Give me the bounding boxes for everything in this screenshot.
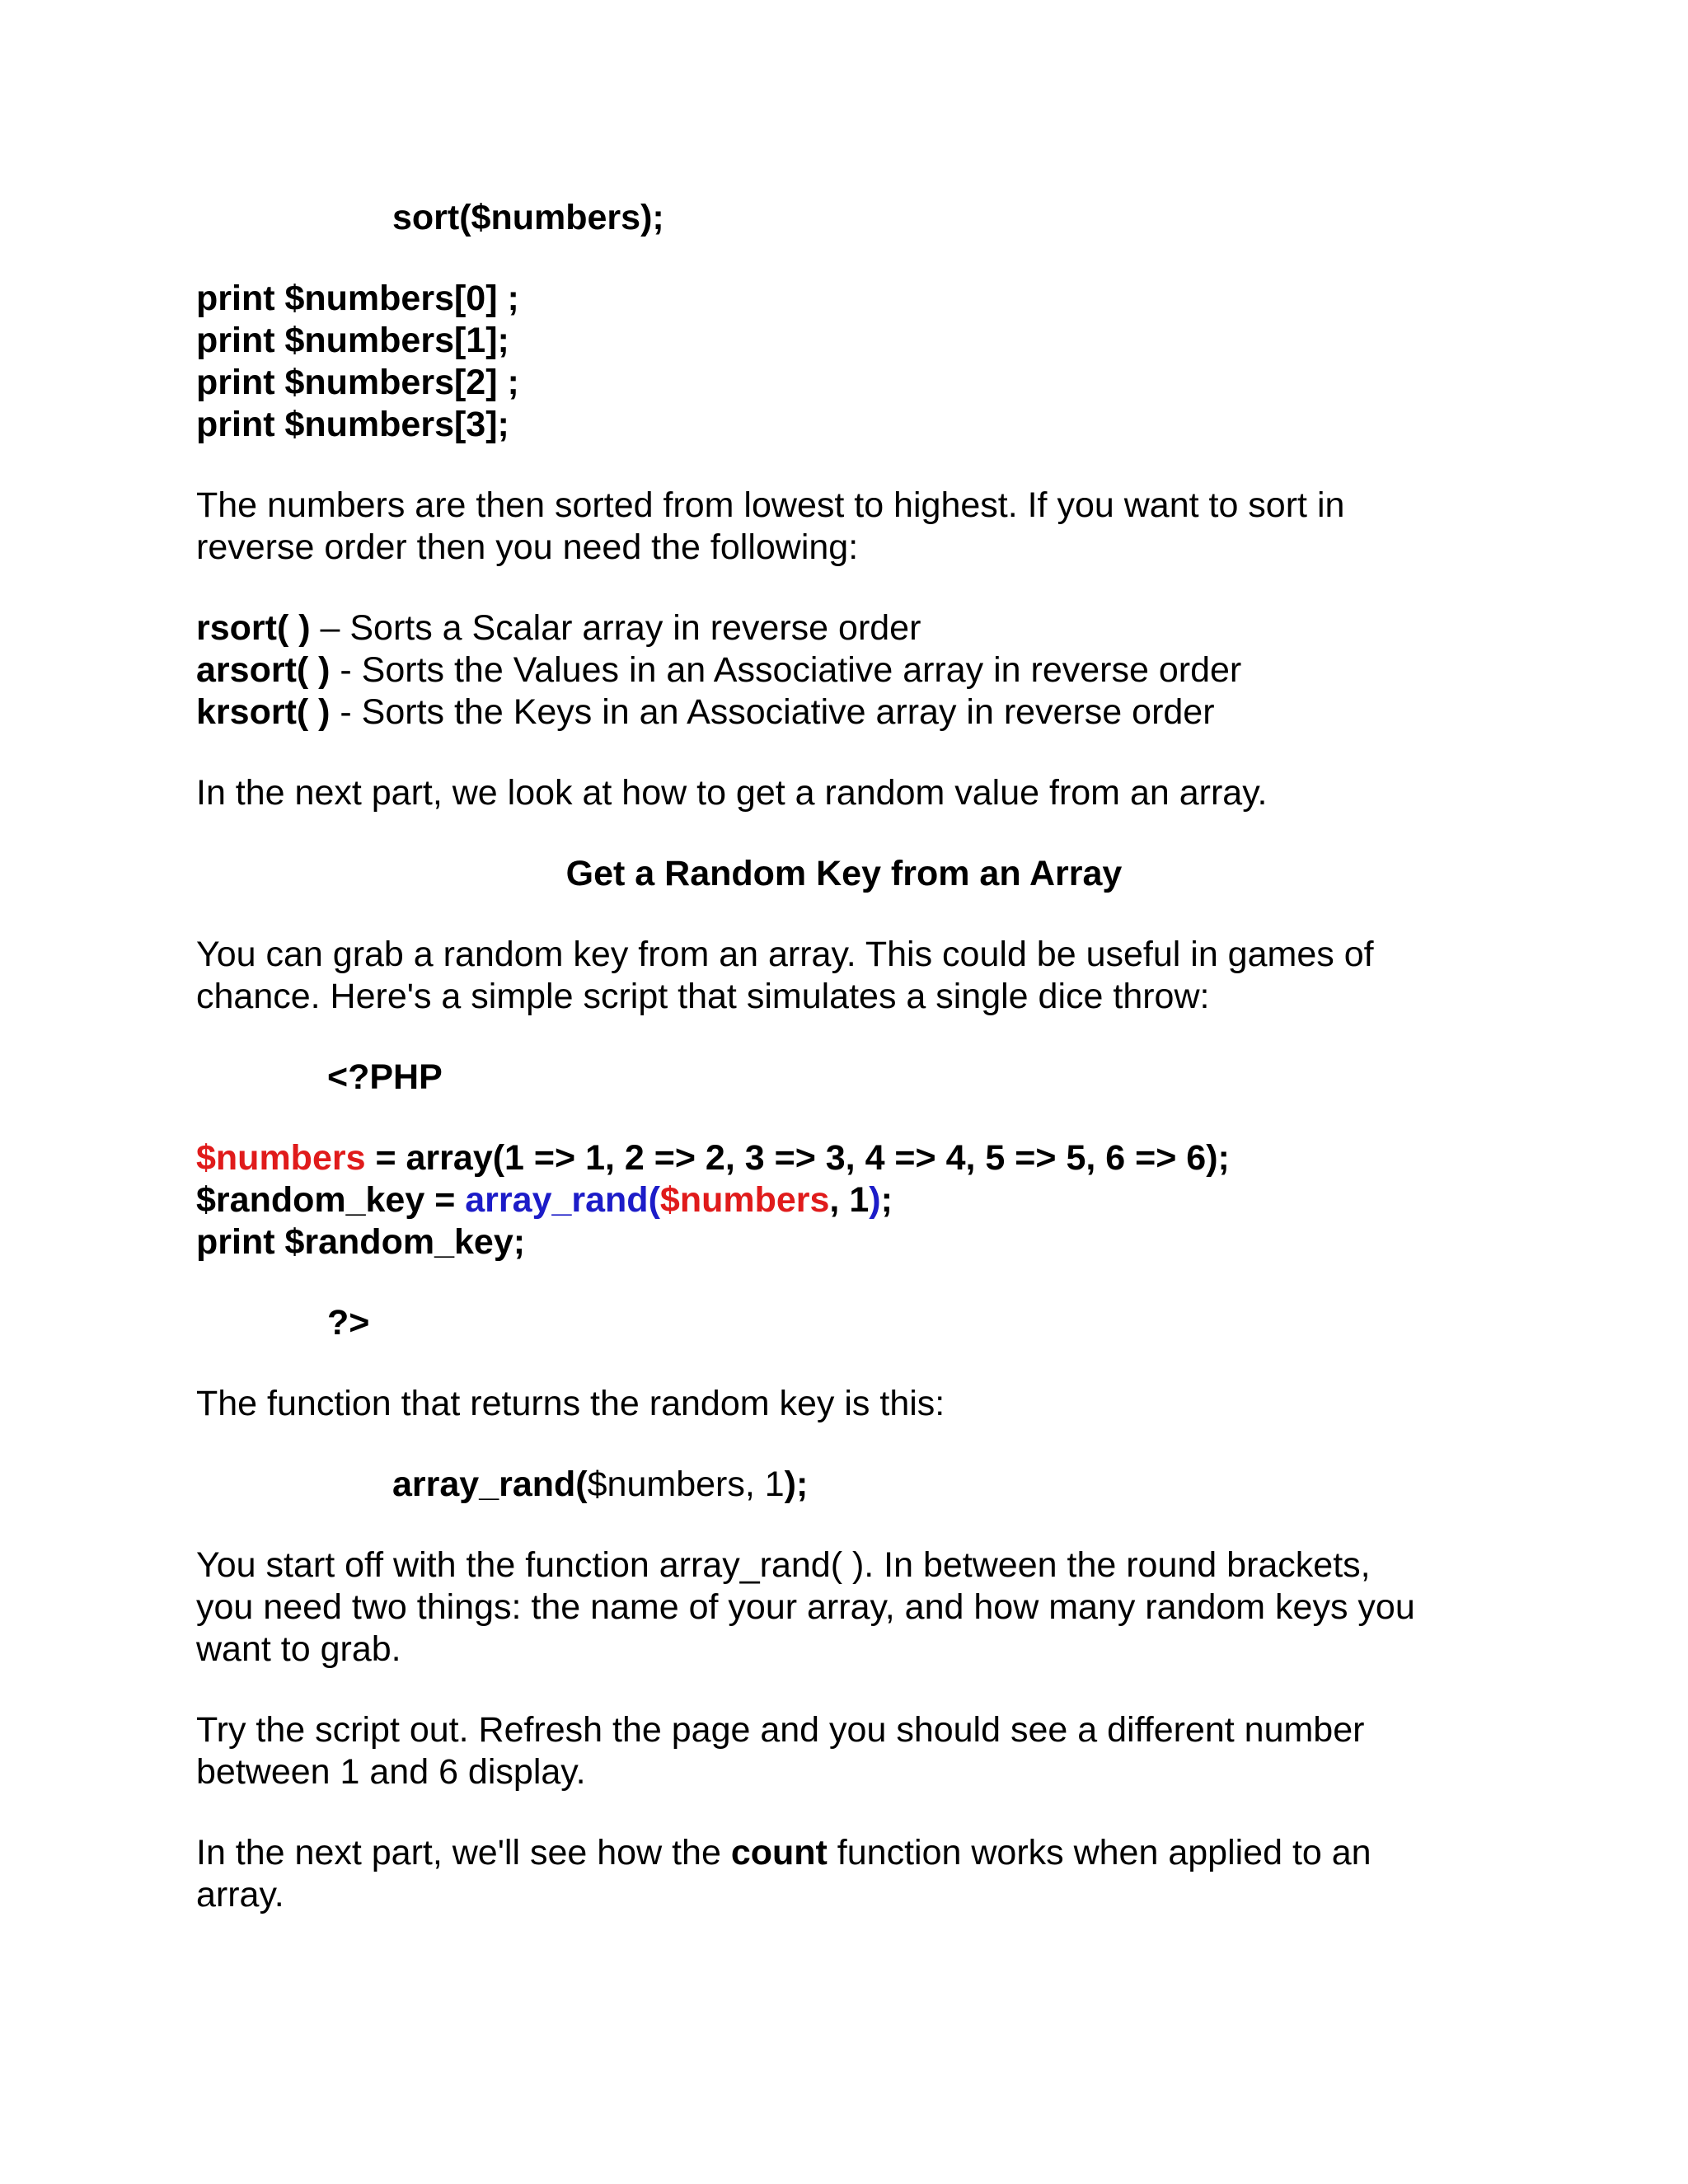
paragraph-line: Try the script out. Refresh the page and you should see a different number [196, 1710, 1365, 1750]
paragraph-line: The function that returns the random key is this: [196, 1384, 945, 1423]
function-name: rsort( ) [196, 608, 311, 648]
paragraph-line: between 1 and 6 display. [196, 1752, 586, 1792]
paragraph-text: In the next part, we'll see how the [196, 1833, 731, 1872]
paragraph-line: The numbers are then sorted from lowest to highest. If you want to sort in [196, 485, 1345, 525]
paragraph-line [196, 1831, 1372, 1874]
code-text: ); [784, 1465, 809, 1504]
code-variable: $numbers [196, 1138, 366, 1178]
code-print-line: print $numbers[0] ; [196, 279, 519, 318]
function-name: krsort( ) [196, 692, 331, 732]
code-line-numbers-array [196, 1137, 1230, 1179]
code-print-line: print $numbers[2] ; [196, 363, 519, 402]
reverse-function-item [196, 691, 1215, 733]
code-text: array_rand( [392, 1465, 588, 1504]
php-close-tag: ?> [327, 1303, 370, 1343]
paragraph-line: reverse order then you need the following: [196, 527, 859, 567]
function-example [392, 1463, 808, 1506]
reverse-function-item [196, 607, 921, 649]
paragraph-line: want to grab. [196, 1629, 401, 1669]
paragraph-text: function works when applied to an [827, 1833, 1372, 1872]
function-description: - Sorts the Keys in an Associative array in reverse order [330, 692, 1215, 732]
code-print-line: print $numbers[1]; [196, 321, 509, 360]
reverse-function-item [196, 649, 1241, 691]
code-variable: $numbers [659, 1180, 830, 1220]
paragraph-line: array. [196, 1875, 284, 1915]
code-text: ; [880, 1180, 893, 1220]
code-sort: sort($numbers); [392, 198, 664, 237]
code-line-print: print $random_key; [196, 1222, 526, 1262]
code-function: ) [869, 1180, 881, 1220]
function-description: - Sorts the Values in an Associative array in reverse order [330, 650, 1242, 690]
code-text: $numbers, 1 [587, 1465, 785, 1504]
function-description: – Sorts a Scalar array in reverse order [310, 608, 921, 648]
code-print-line: print $numbers[3]; [196, 405, 509, 444]
code-text: $random_key = [196, 1180, 466, 1220]
function-name: arsort( ) [196, 650, 331, 690]
paragraph-line: chance. Here's a simple script that simulates a single dice throw: [196, 977, 1210, 1016]
code-function: array_rand( [465, 1180, 660, 1220]
paragraph-line: In the next part, we look at how to get a random value from an array. [196, 773, 1268, 813]
section-heading: Get a Random Key from an Array [565, 854, 1123, 893]
paragraph-line: You start off with the function array_rand( ). In between the round brackets, [196, 1545, 1371, 1585]
php-open-tag: <?PHP [327, 1057, 443, 1097]
code-text: = array(1 => 1, 2 => 2, 3 => 3, 4 => 4, 5 => 5, 6 => 6); [365, 1138, 1230, 1178]
emphasis-count: count [730, 1833, 828, 1872]
code-text: , 1 [829, 1180, 870, 1220]
code-line-random-key [196, 1179, 893, 1221]
paragraph-line: you need two things: the name of your array, and how many random keys you [196, 1587, 1415, 1627]
paragraph-line: You can grab a random key from an array. This could be useful in games of [196, 935, 1374, 974]
